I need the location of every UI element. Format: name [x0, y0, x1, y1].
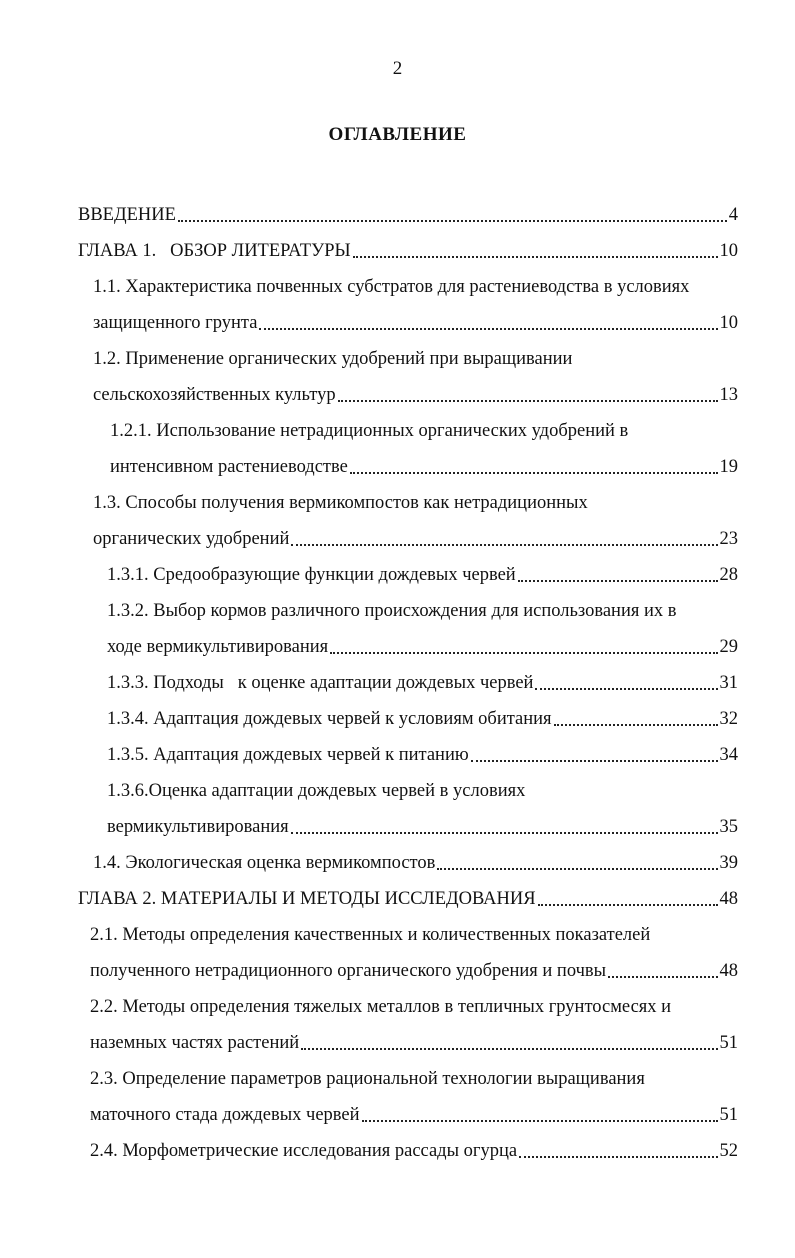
- toc-entry-text: 1.3.5. Адаптация дождевых червей к питанию: [107, 745, 469, 765]
- toc-entry[interactable]: [110, 406, 738, 442]
- toc-entry[interactable]: [107, 658, 738, 694]
- toc-entry[interactable]: [107, 730, 738, 766]
- dot-leader: [535, 688, 717, 690]
- toc-entry[interactable]: [90, 982, 738, 1018]
- dot-leader: [362, 1120, 718, 1122]
- toc-entry-text: 1.1. Характеристика почвенных субстратов для растениеводства в условиях: [93, 277, 690, 297]
- dot-leader: [350, 472, 718, 474]
- dot-leader: [471, 760, 718, 762]
- toc-entry[interactable]: [78, 190, 738, 226]
- dot-leader: [259, 328, 717, 330]
- toc-entry-text: 1.2.1. Использование нетрадиционных органических удобрений в: [110, 421, 629, 441]
- dot-leader: [538, 904, 718, 906]
- toc-entry-text: интенсивном растениеводстве: [110, 457, 348, 477]
- dot-leader: [518, 580, 718, 582]
- toc-entry-text: 1.4. Экологическая оценка вермикомпостов: [93, 853, 436, 873]
- toc-entry-page: 35: [719, 817, 738, 837]
- toc-entry-text: 1.3.3. Подходы к оценке адаптации дождевых червей: [107, 673, 534, 693]
- toc-entry-page: 19: [719, 457, 738, 477]
- toc-entry[interactable]: [93, 478, 738, 514]
- toc-entry-text: органических удобрений: [93, 529, 290, 549]
- toc-entry-text: ГЛАВА 1. ОБЗОР ЛИТЕРАТУРЫ: [78, 241, 351, 261]
- toc-entry-page: 10: [719, 313, 738, 333]
- toc-entry-page: 28: [719, 565, 738, 585]
- toc-entry[interactable]: [107, 694, 738, 730]
- toc-entry[interactable]: [93, 838, 738, 874]
- toc-entry[interactable]: [78, 226, 738, 262]
- dot-leader: [301, 1048, 717, 1050]
- toc-entry-page: 10: [719, 241, 738, 261]
- toc-entry[interactable]: [90, 1054, 738, 1090]
- toc-entry-text: 1.3.1. Средообразующие функции дождевых червей: [107, 565, 516, 585]
- page-title: ОГЛАВЛЕНИЕ: [328, 124, 467, 145]
- toc-entry[interactable]: [107, 586, 738, 622]
- toc-entry-text: наземных частях растений: [90, 1033, 300, 1053]
- toc-entry-text: маточного стада дождевых червей: [90, 1105, 360, 1125]
- toc-entry-page: 51: [719, 1033, 738, 1053]
- dot-leader: [291, 544, 717, 546]
- toc-entry[interactable]: [107, 766, 738, 802]
- toc-entry-text: защищенного грунта: [93, 313, 258, 333]
- toc-entry-text: 1.3.6.Оценка адаптации дождевых червей в условиях: [107, 781, 526, 801]
- toc-entry-page: 48: [719, 889, 738, 909]
- toc-entry-page: 51: [719, 1105, 738, 1125]
- toc-entry[interactable]: [93, 298, 738, 334]
- toc-entry-text: 2.3. Определение параметров рациональной технологии выращивания: [90, 1069, 645, 1089]
- toc-entry[interactable]: [93, 514, 738, 550]
- toc-entry-page: 31: [719, 673, 738, 693]
- toc-entry-page: 48: [719, 961, 738, 981]
- toc-entry-text: ВВЕДЕНИЕ: [78, 205, 176, 225]
- toc-entry-page: 32: [719, 709, 738, 729]
- toc-entry-page: 34: [719, 745, 738, 765]
- toc-entry-text: ходе вермикультивирования: [107, 637, 329, 657]
- toc-entry-text: 1.3. Способы получения вермикомпостов как нетрадиционных: [93, 493, 588, 513]
- toc-entry-page: 23: [719, 529, 738, 549]
- toc-entry-text: сельскохозяйственных культур: [93, 385, 336, 405]
- toc-entry[interactable]: [93, 370, 738, 406]
- toc-entry-text: 2.1. Методы определения качественных и количественных показателей: [90, 925, 651, 945]
- toc-entry-text: 1.3.4. Адаптация дождевых червей к условиям обитания: [107, 709, 552, 729]
- toc-entry-page: 29: [719, 637, 738, 657]
- toc-entry[interactable]: [90, 1018, 738, 1054]
- dot-leader: [353, 256, 718, 258]
- dot-leader: [178, 220, 727, 222]
- toc-entry-text: 1.2. Применение органических удобрений при выращивании: [93, 349, 573, 369]
- dot-leader: [519, 1156, 717, 1158]
- toc-entry[interactable]: [110, 442, 738, 478]
- dot-leader: [291, 832, 718, 834]
- toc-entry-page: 13: [719, 385, 738, 405]
- toc-entry[interactable]: [107, 550, 738, 586]
- toc-entry-page: 52: [719, 1141, 738, 1161]
- dot-leader: [338, 400, 718, 402]
- toc-entry-text: 1.3.2. Выбор кормов различного происхождения для использования их в: [107, 601, 677, 621]
- toc-entry[interactable]: [90, 1126, 738, 1162]
- toc-entry-text: 2.2. Методы определения тяжелых металлов в тепличных грунтосмесях и: [90, 997, 672, 1017]
- toc-entry[interactable]: [93, 334, 738, 370]
- dot-leader: [554, 724, 718, 726]
- toc-entry-text: полученного нетрадиционного органического удобрения и почвы: [90, 961, 607, 981]
- toc-entry[interactable]: [90, 910, 738, 946]
- toc-entry-text: ГЛАВА 2. МАТЕРИАЛЫ И МЕТОДЫ ИССЛЕДОВАНИЯ: [78, 889, 536, 909]
- dot-leader: [330, 652, 717, 654]
- toc-entry[interactable]: [93, 262, 738, 298]
- toc-entry[interactable]: [78, 874, 738, 910]
- toc-entry-text: 2.4. Морфометрические исследования рассады огурца: [90, 1141, 518, 1161]
- toc-entry[interactable]: [107, 622, 738, 658]
- dot-leader: [437, 868, 717, 870]
- page-number: 2: [392, 58, 403, 79]
- toc-entry-page: 4: [728, 205, 738, 225]
- toc-entry-text: вермикультивирования: [107, 817, 289, 837]
- toc-entry[interactable]: [107, 802, 738, 838]
- toc-entry-page: 39: [719, 853, 738, 873]
- dot-leader: [608, 976, 717, 978]
- toc-entry[interactable]: [90, 946, 738, 982]
- toc-entry[interactable]: [90, 1090, 738, 1126]
